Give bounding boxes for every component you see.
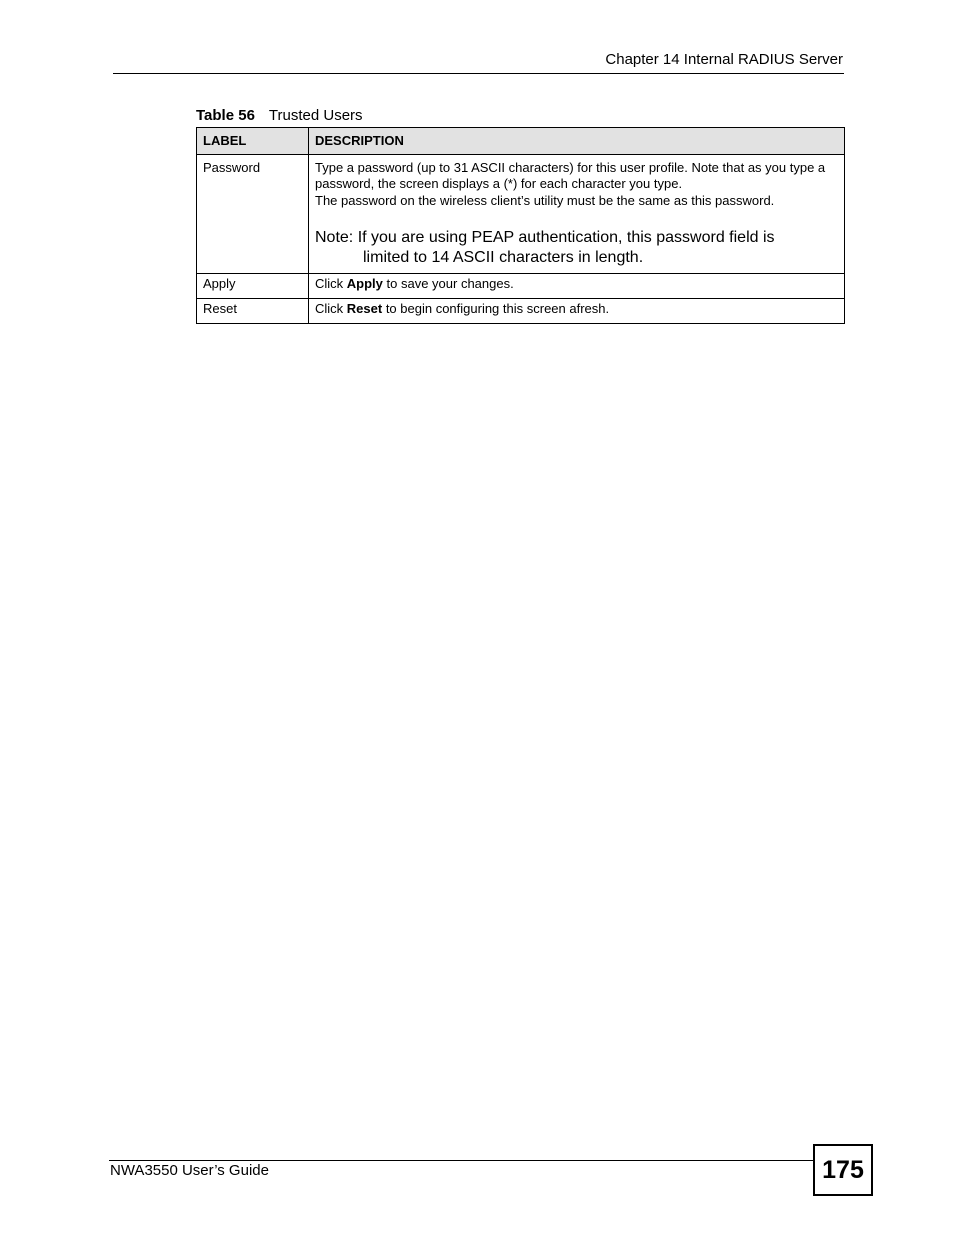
table-row-apply: [197, 274, 845, 299]
description-text: to begin configuring this screen afresh.: [382, 301, 610, 316]
table-row-reset: [197, 299, 845, 324]
footer-divider: [109, 1160, 814, 1161]
chapter-title: Chapter 14 Internal RADIUS Server: [605, 51, 843, 68]
table-caption-number: Table 56: [196, 107, 255, 124]
note-text-continued: limited to 14 ASCII characters in length.: [363, 249, 644, 266]
cell-label: Password: [197, 155, 309, 274]
description-text: to save your changes.: [382, 276, 514, 291]
trusted-users-table: [196, 127, 845, 324]
description-bold-term: Apply: [346, 276, 383, 291]
password-note: [315, 228, 838, 268]
table-caption-title: Trusted Users: [268, 107, 363, 124]
cell-description: [309, 299, 845, 324]
description-text: Click: [315, 276, 347, 291]
description-bold-term: Reset: [346, 301, 383, 316]
guide-title: NWA3550 User’s Guide: [110, 1162, 269, 1179]
cell-description: [309, 155, 845, 274]
table-row-password: [197, 155, 845, 274]
column-header-label: LABEL: [197, 128, 309, 155]
page-number: 175: [813, 1144, 873, 1196]
cell-description: [309, 274, 845, 299]
cell-label: Reset: [197, 299, 309, 324]
header-divider: [113, 73, 844, 74]
description-text: The password on the wireless client’s utility must be the same as this password.: [315, 193, 775, 208]
description-text: Click: [315, 301, 347, 316]
note-text: Note: If you are using PEAP authentication, this password field is: [315, 229, 775, 246]
table-header-row: [197, 128, 845, 155]
description-text: Type a password (up to 31 ASCII characters) for this user profile. Note that as you type a password, the screen displays a (*) for each character you type.: [315, 160, 826, 191]
table-caption: [196, 107, 363, 124]
column-header-description: DESCRIPTION: [309, 128, 845, 155]
cell-label: Apply: [197, 274, 309, 299]
